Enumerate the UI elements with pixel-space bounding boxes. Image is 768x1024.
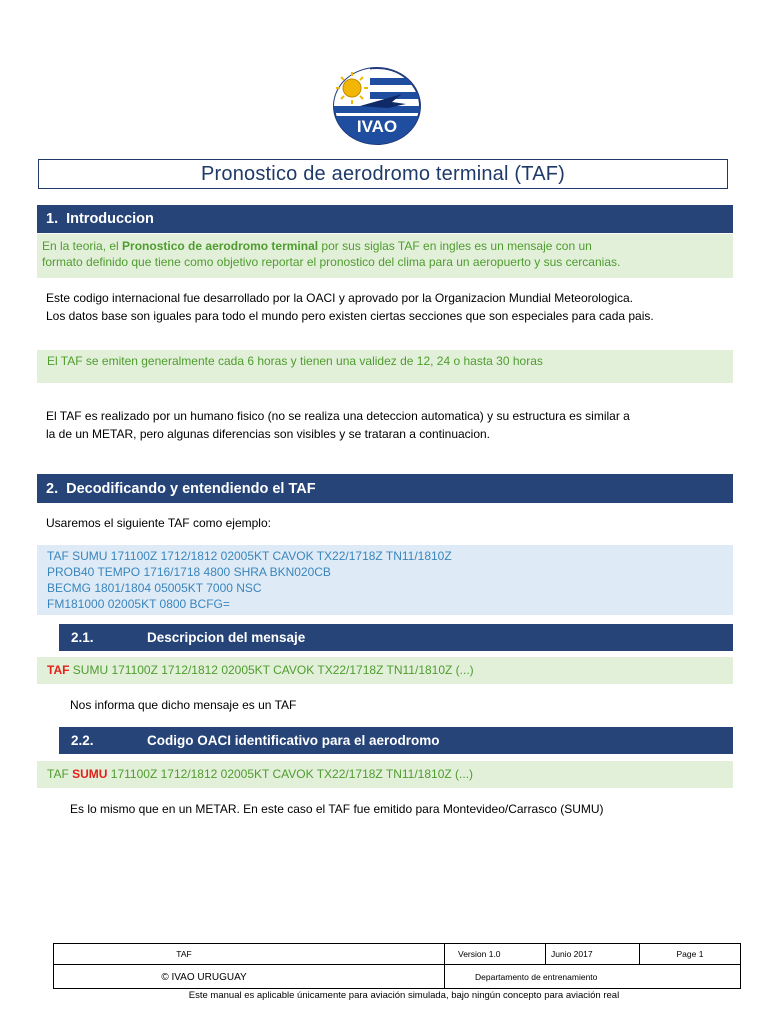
description-2-2: Es lo mismo que en un METAR. En este caso el TAF fue emitido para Montevideo/Carrasco (SUMU) [70, 802, 604, 816]
section-2-2-number: 2.2. [71, 733, 94, 748]
taf-line-1: TAF SUMU 171100Z 1712/1812 02005KT CAVOK TX22/1718Z TN11/1810Z [47, 549, 452, 563]
footer-disclaimer: Este manual es aplicable únicamente para aviación simulada, bajo ningún concepto para aviación real [188, 990, 620, 1001]
paragraph-oaci-line-2: Los datos base son iguales para todo el mundo pero existen ciertas secciones que son especiales para cada pais. [46, 309, 654, 323]
section-2-2-header [59, 727, 733, 754]
intro-line-1: En la teoria, el Pronostico de aerodromo terminal por sus siglas TAF en ingles es un mensaje con un [42, 239, 592, 253]
footer-doc: TAF [176, 949, 192, 959]
footer-version: Version 1.0 [458, 949, 501, 959]
footer-date: Junio 2017 [551, 949, 593, 959]
example-2-2-text: TAF SUMU 171100Z 1712/1812 02005KT CAVOK TX22/1718Z TN11/1810Z (...) [47, 767, 474, 781]
section-1-number: 1. [46, 211, 59, 227]
section-2-2-label: Codigo OACI identificativo para el aerodromo [147, 733, 440, 748]
taf-term: Pronostico de aerodromo terminal [122, 239, 319, 253]
example-2-1-text: TAF SUMU 171100Z 1712/1812 02005KT CAVOK TX22/1718Z TN11/1810Z (...) [47, 663, 474, 677]
taf-example-box [37, 545, 733, 615]
section-2-1-label: Descripcion del mensaje [147, 630, 306, 645]
taf-line-3: BECMG 1801/1804 05005KT 7000 NSC [47, 581, 262, 595]
paragraph-human-line-2: la de un METAR, pero algunas diferencias son visibles y se trataran a continuacion. [46, 427, 491, 441]
description-2-1: Nos informa que dicho mensaje es un TAF [70, 698, 297, 712]
logo-text: IVAO [356, 117, 398, 136]
validity-text: El TAF se emiten generalmente cada 6 horas y tienen una validez de 12, 24 o hasta 30 horas [47, 354, 543, 368]
footer-page: Page 1 [676, 949, 704, 959]
footer-table [53, 943, 741, 989]
section-1-header [37, 205, 733, 233]
section-2-label: Decodificando y entendiendo el TAF [66, 480, 316, 497]
highlight-sumu: SUMU [72, 767, 108, 781]
footer-dept: Departamento de entrenamiento [475, 972, 598, 982]
intro-highlight-box [37, 234, 733, 278]
intro-line-2: formato definido que tiene como objetivo reportar el pronostico del clima para un aeropuerto y sus cercanias. [42, 255, 621, 269]
section-1-label: Introduccion [66, 211, 154, 227]
example-label: Usaremos el siguiente TAF como ejemplo: [46, 516, 271, 530]
ivao-uruguay-logo [332, 66, 422, 146]
validity-highlight-box [37, 350, 733, 383]
section-2-1-number: 2.1. [71, 630, 94, 645]
paragraph-human-line-1: El TAF es realizado por un humano fisico (no se realiza una deteccion automatica) y su estructura es similar a [46, 409, 630, 423]
taf-line-4: FM181000 02005KT 0800 BCFG= [47, 597, 230, 611]
paragraph-oaci-line-1: Este codigo internacional fue desarrollado por la OACI y aprovado por la Organizacion Mundial Meteorologica. [46, 291, 633, 305]
taf-line-2: PROB40 TEMPO 1716/1718 4800 SHRA BKN020CB [47, 565, 331, 579]
section-2-header [37, 474, 733, 503]
section-2-number: 2. [46, 480, 59, 497]
footer-org: © IVAO URUGUAY [161, 971, 247, 983]
example-2-1-box [37, 657, 733, 684]
section-2-1-header [59, 624, 733, 651]
page-title: Pronostico de aerodromo terminal (TAF) [38, 159, 728, 189]
example-2-2-box [37, 761, 733, 788]
highlight-taf: TAF [47, 663, 70, 677]
